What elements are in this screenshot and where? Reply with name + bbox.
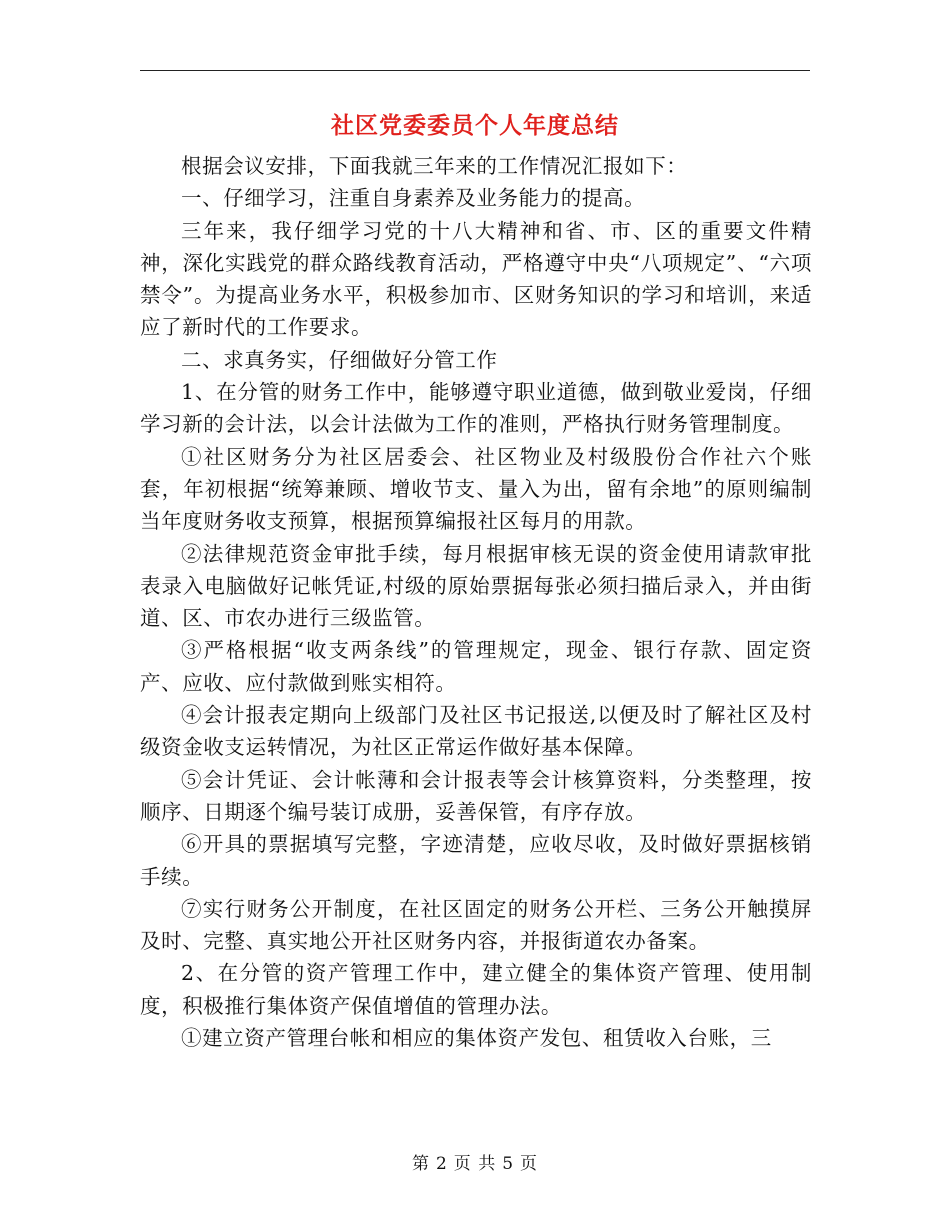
paragraph: 根据会议安排，下面我就三年来的工作情况汇报如下： xyxy=(181,154,688,178)
document-title: 社区党委委员个人年度总结 xyxy=(331,112,619,139)
list-item: ⑤会计凭证、会计帐薄和会计报表等会计核算资料，分类整理，按顺序、日期逐个编号装订成册，妥善保管，有序存放。 xyxy=(140,767,812,824)
footer-prefix: 第 xyxy=(411,1154,430,1174)
paragraph: 三年来，我仔细学习党的十八大精神和省、市、区的重要文件精神，深化实践党的群众路线教育活动，严格遵守中央“八项规定”、“六项禁令”。为提高业务水平，积极参加市、区财务知识的学习和培训，来适应了新时代的工作要求。 xyxy=(140,218,812,340)
paragraph: 1、在分管的财务工作中，能够遵守职业道德，做到敬业爱岗，仔细学习新的会计法，以会计法做为工作的准则，严格执行财务管理制度。 xyxy=(140,380,812,437)
page-footer xyxy=(0,1152,950,1176)
header-rule xyxy=(140,70,810,71)
list-item: ⑦实行财务公开制度，在社区固定的财务公开栏、三务公开触摸屏及时、完整、真实地公开社区财务内容，并报街道农办备案。 xyxy=(140,896,812,954)
footer-middle: 页 共 xyxy=(453,1154,497,1174)
document-body xyxy=(140,150,812,1054)
list-item: ③严格根据“收支两条线”的管理规定，现金、银行存款、固定资产、应收、应付款做到账实相符。 xyxy=(140,638,812,695)
footer-suffix: 页 xyxy=(520,1154,539,1174)
list-item: ①建立资产管理台帐和相应的集体资产发包、租赁收入台账，三 xyxy=(181,1026,772,1051)
section-heading: 一、仔细学习，注重自身素养及业务能力的提高。 xyxy=(181,186,646,211)
list-item: ①社区财务分为社区居委会、社区物业及村级股份合作社六个账套，年初根据“统筹兼顾、增收节支、量入为出，留有余地”的原则编制当年度财务收支预算，根据预算编报社区每月的用款。 xyxy=(140,444,812,534)
list-item: ②法律规范资金审批手续，每月根据审核无误的资金使用请款审批表录入电脑做好记帐凭证,村级的原始票据每张必须扫描后录入，并由街道、区、市农办进行三级监管。 xyxy=(140,541,812,631)
paragraph: 2、在分管的资产管理工作中，建立健全的集体资产管理、使用制度，积极推行集体资产保值增值的管理办法。 xyxy=(140,961,812,1018)
footer-total-pages: 5 xyxy=(502,1154,515,1174)
list-item: ④会计报表定期向上级部门及社区书记报送,以便及时了解社区及村级资金收支运转情况，为社区正常运作做好基本保障。 xyxy=(140,703,812,760)
list-item: ⑥开具的票据填写完整，字迹清楚，应收尽收，及时做好票据核销手续。 xyxy=(140,832,812,889)
footer-current-page: 2 xyxy=(435,1154,448,1174)
section-heading: 二、求真务实，仔细做好分管工作 xyxy=(181,347,498,372)
